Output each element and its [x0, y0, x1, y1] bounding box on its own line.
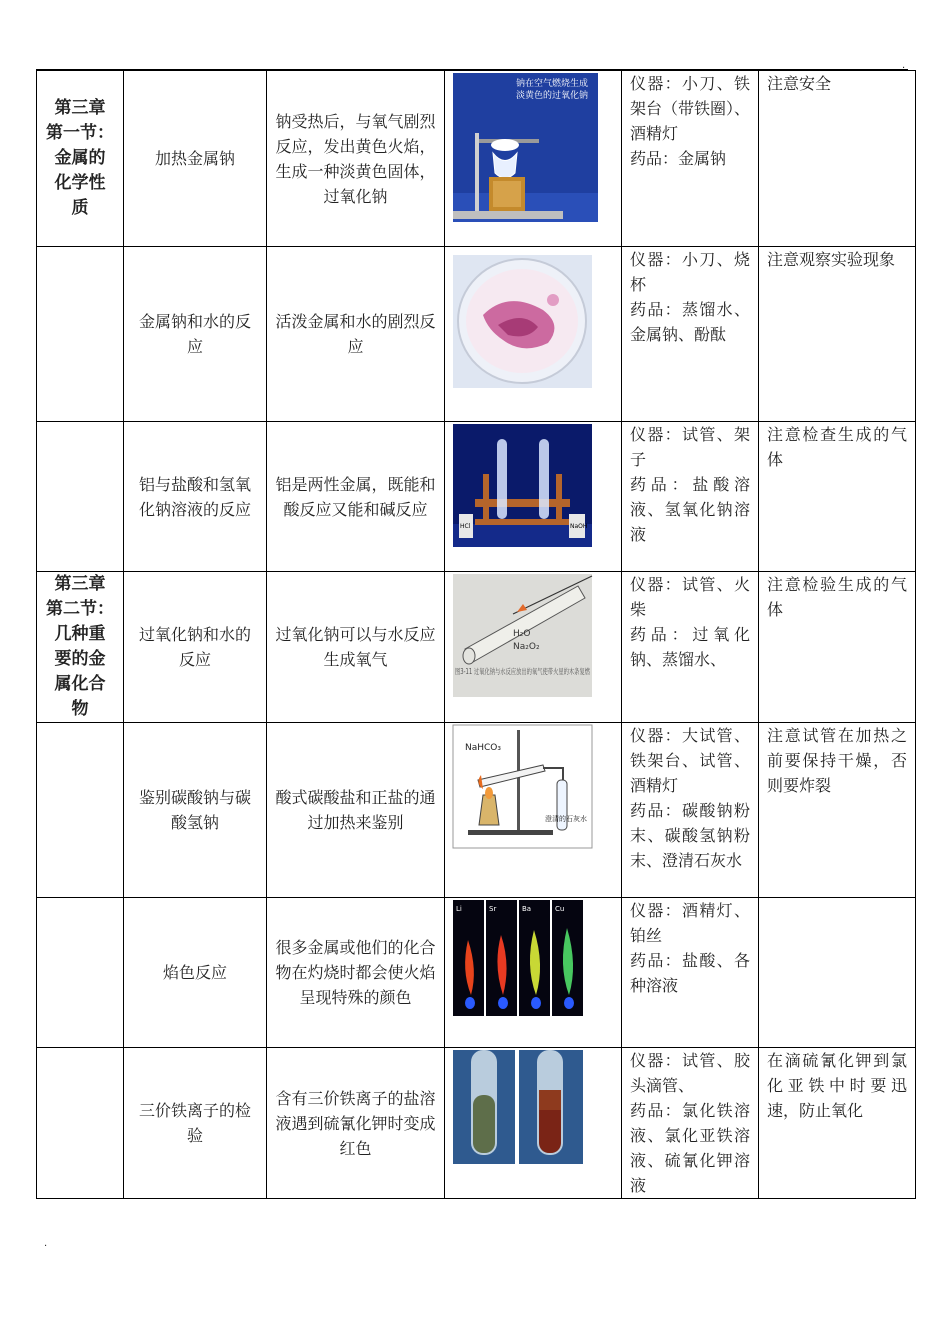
materials-cell: 仪器：小刀、烧杯 药品：蒸馏水、金属钠、酚酞 — [622, 247, 759, 422]
experiment-cell: 鉴别碳酸钠与碳酸氢钠 — [124, 723, 267, 898]
principle-cell: 酸式碳酸盐和正盐的通过加热来鉴别 — [267, 723, 445, 898]
nahco3-label: NaHCO₃ — [465, 743, 501, 753]
experiment-cell: 焰色反应 — [124, 898, 267, 1048]
image-cell — [445, 572, 647, 723]
li-label: Li — [456, 905, 462, 913]
page-mark-bottom-left: . — [44, 1238, 48, 1249]
notes-cell — [759, 898, 916, 1048]
page-mark-top-right: . — [902, 60, 906, 71]
principle-cell: 活泼金属和水的剧烈反应 — [267, 247, 445, 422]
experiment-cell: 金属钠和水的反应 — [124, 247, 267, 422]
table-row — [37, 247, 916, 422]
section-cell — [37, 723, 124, 898]
na2o2-label: Na₂O₂ — [513, 642, 540, 652]
section-cell — [37, 1048, 124, 1199]
image-caption: 图3-11 过氧化钠与水反应放出的氧气使带火星的木条复燃 — [455, 667, 647, 676]
aluminum-reaction-image — [453, 424, 592, 547]
experiment-table — [36, 70, 916, 1199]
section-cell: 第三章 第二节： 几种重 要的金 属化合 物 — [37, 572, 124, 723]
materials-cell: 仪器：试管、火柴 药品：过氧化钠、蒸馏水、 — [622, 572, 759, 723]
principle-cell: 过氧化钠可以与水反应生成氧气 — [267, 572, 445, 723]
image-cell — [445, 898, 622, 1048]
section-cell: 第三章 第一节： 金属的 化学性 质 — [37, 71, 124, 247]
peroxide-water-image — [453, 574, 647, 697]
table-row — [37, 723, 916, 898]
materials-cell: 仪器：小刀、铁架台（带铁圈）、酒精灯 药品：金属钠 — [622, 71, 759, 247]
table-row — [37, 71, 916, 247]
sr-label: Sr — [489, 905, 497, 913]
materials-cell: 仪器：大试管、铁架台、试管、酒精灯 药品：碳酸钠粉末、碳酸氢钠粉末、澄清石灰水 — [622, 723, 759, 898]
limewater-label: 澄清的石灰水 — [545, 815, 587, 823]
principle-cell: 铝是两性金属，既能和酸反应又能和碱反应 — [267, 422, 445, 572]
section-cell — [37, 898, 124, 1048]
image-cell — [445, 71, 622, 247]
table-row — [37, 1048, 916, 1199]
experiment-cell: 加热金属钠 — [124, 71, 267, 247]
notes-cell: 在滴硫氰化钾到氯化亚铁中时要迅速，防止氧化 — [759, 1048, 916, 1199]
experiment-cell: 铝与盐酸和氢氧化钠溶液的反应 — [124, 422, 267, 572]
h2o-label: H₂O — [513, 629, 531, 639]
image-cell — [445, 422, 622, 572]
sodium-water-image — [453, 255, 592, 388]
image-cell — [445, 1048, 622, 1199]
flame-test-image — [453, 900, 583, 1016]
section-cell — [37, 422, 124, 572]
section-cell — [37, 247, 124, 422]
hcl-label: HCl — [460, 523, 471, 530]
materials-cell: 仪器：酒精灯、铂丝 药品：盐酸、各种溶液 — [622, 898, 759, 1048]
materials-cell: 仪器：试管、架子 药品：盐酸溶液、氢氧化钠溶液 — [622, 422, 759, 572]
notes-cell: 注意检查生成的气体 — [759, 422, 916, 572]
principle-cell: 含有三价铁离子的盐溶液遇到硫氰化钾时变成红色 — [267, 1048, 445, 1199]
image-cell — [445, 247, 622, 422]
sodium-heating-image — [453, 73, 598, 222]
carbonate-heating-image — [453, 725, 592, 848]
image-caption-line-1: 钠在空气燃烧生成 — [516, 79, 589, 89]
table-row — [37, 572, 916, 723]
image-caption-line-2: 淡黄色的过氧化钠 — [516, 91, 589, 101]
cu-label: Cu — [555, 905, 565, 913]
principle-cell: 很多金属或他们的化合物在灼烧时都会使火焰呈现特殊的颜色 — [267, 898, 445, 1048]
naoh-label: NaOH — [570, 523, 588, 530]
notes-cell: 注意检验生成的气体 — [759, 572, 916, 723]
materials-cell: 仪器：试管、胶头滴管、 药品：氯化铁溶液、氯化亚铁溶液、硫氰化钾溶液 — [622, 1048, 759, 1199]
table-row — [37, 898, 916, 1048]
notes-cell: 注意观察实验现象 — [759, 247, 916, 422]
experiment-cell: 三价铁离子的检验 — [124, 1048, 267, 1199]
iron-ion-test-image — [453, 1050, 583, 1164]
image-cell — [445, 723, 622, 898]
table-row — [37, 422, 916, 572]
principle-cell: 钠受热后，与氧气剧烈反应，发出黄色火焰，生成一种淡黄色固体，过氧化钠 — [267, 71, 445, 247]
experiment-cell: 过氧化钠和水的反应 — [124, 572, 267, 723]
ba-label: Ba — [522, 905, 532, 913]
notes-cell: 注意试管在加热之前要保持干燥，否则要炸裂 — [759, 723, 916, 898]
notes-cell: 注意安全 — [759, 71, 916, 247]
